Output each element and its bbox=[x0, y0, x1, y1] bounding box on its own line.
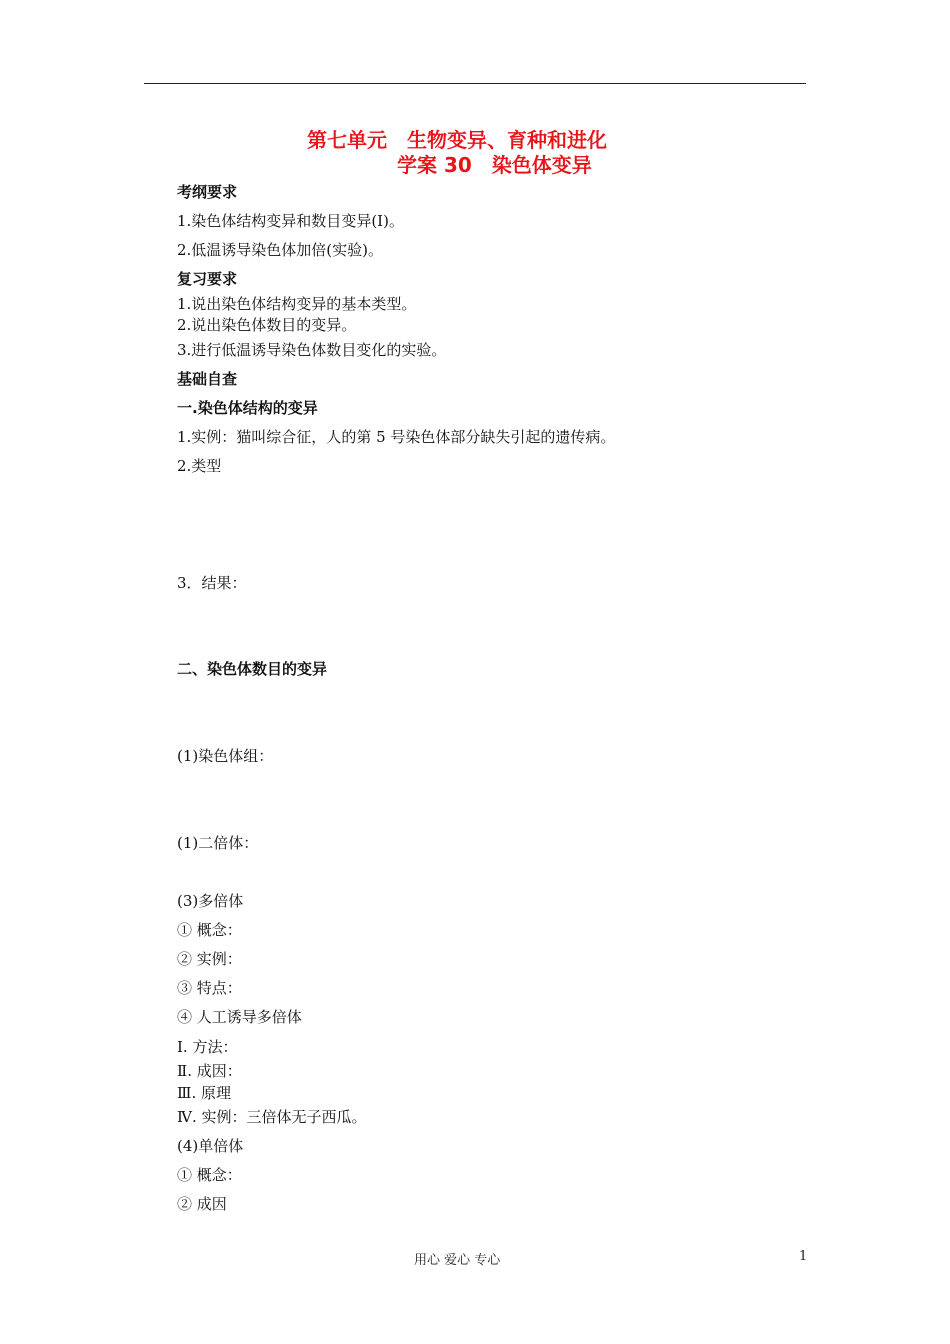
heading-jichu: 基础自查 bbox=[177, 370, 238, 388]
list-item: ④ 人工诱导多倍体 bbox=[177, 1008, 302, 1026]
list-item: 2.类型 bbox=[177, 457, 222, 475]
page-number: 1 bbox=[799, 1249, 808, 1264]
list-item: 3．结果： bbox=[177, 574, 247, 592]
unit-title: 第七单元 生物变异、育种和进化 bbox=[307, 128, 607, 152]
list-item: 1.染色体结构变异和数目变异(Ⅰ)。 bbox=[177, 212, 404, 230]
list-item: Ⅲ. 原理 bbox=[177, 1084, 232, 1102]
heading-fuxi: 复习要求 bbox=[177, 270, 238, 288]
list-item: 2.说出染色体数目的变异。 bbox=[177, 316, 357, 334]
list-item: 2.低温诱导染色体加倍(实验)。 bbox=[177, 241, 384, 259]
list-item: (4)单倍体 bbox=[177, 1137, 244, 1155]
list-item: Ⅰ. 方法： bbox=[177, 1038, 238, 1056]
heading-kaogang: 考纲要求 bbox=[177, 183, 238, 201]
list-item: ② 实例： bbox=[177, 950, 242, 968]
header-rule bbox=[144, 83, 806, 84]
list-item: ③ 特点： bbox=[177, 979, 242, 997]
lesson-title: 学案 30 染色体变异 bbox=[397, 153, 592, 177]
list-item: Ⅳ. 实例：三倍体无子西瓜。 bbox=[177, 1108, 367, 1126]
list-item: ① 概念： bbox=[177, 1166, 242, 1184]
list-item: ② 成因 bbox=[177, 1195, 227, 1213]
list-item: 3.进行低温诱导染色体数目变化的实验。 bbox=[177, 341, 447, 359]
list-item: ① 概念： bbox=[177, 921, 242, 939]
list-item: 1.说出染色体结构变异的基本类型。 bbox=[177, 295, 417, 313]
heading-part1: 一.染色体结构的变异 bbox=[177, 399, 318, 417]
list-item: (3)多倍体 bbox=[177, 892, 244, 910]
list-item: (1)二倍体： bbox=[177, 834, 259, 852]
heading-part2: 二、染色体数目的变异 bbox=[177, 660, 328, 678]
list-item: Ⅱ. 成因： bbox=[177, 1062, 242, 1080]
footer-motto: 用心 爱心 专心 bbox=[414, 1253, 501, 1268]
list-item: 1.实例：猫叫综合征，人的第 5 号染色体部分缺失引起的遗传病。 bbox=[177, 428, 616, 446]
list-item: (1)染色体组： bbox=[177, 747, 274, 765]
